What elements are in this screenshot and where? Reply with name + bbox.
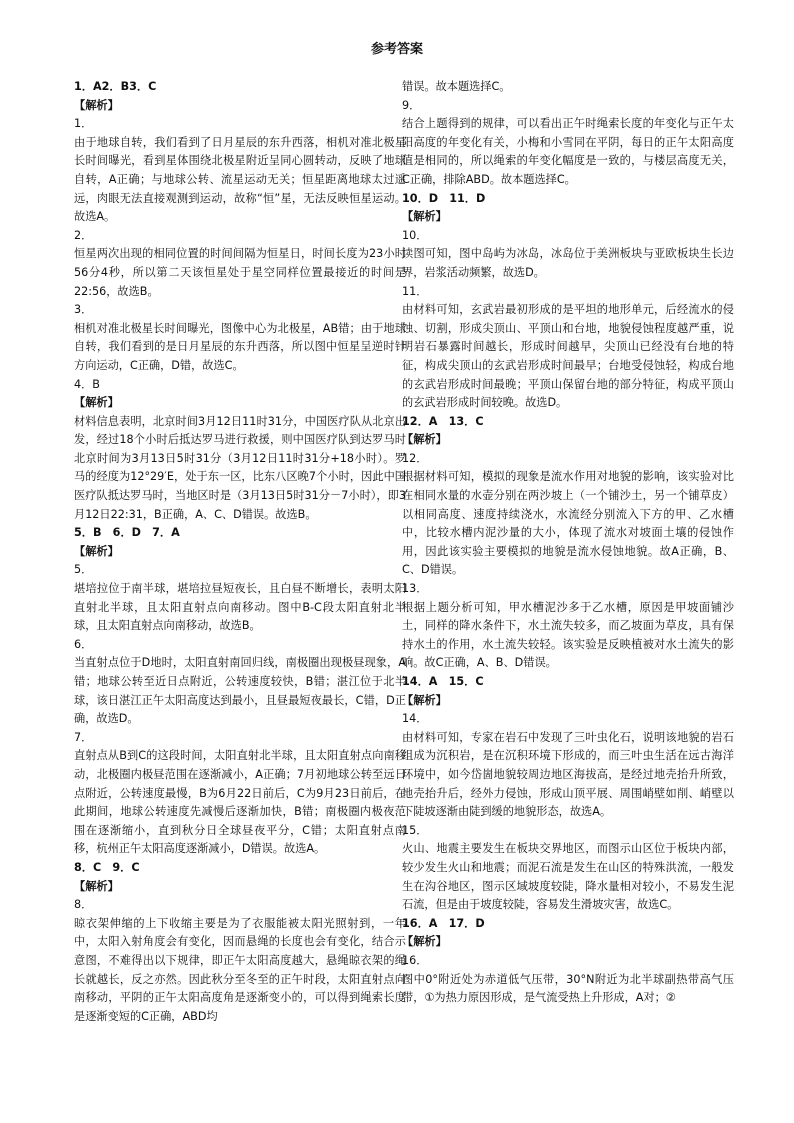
explanation-paragraph: 火山、地震主要发生在板块交界地区，而图示山区位于板块内部，较少发生火山和地震；而泥石流是发生在山区的特殊洪流，一般发生在沟谷地区，图示区域坡度较陡，降水量相对较小，不易发生泥石流，但是由于坡度较陡，容易发生滑坡灾害，故选C。	[402, 842, 734, 912]
explanation-paragraph: 晾衣架伸缩的上下收缩主要是为了衣服能被太阳光照射到，一年中，太阳入射角度会有变化，因而悬绳的长度也会有变化，结合示意图，不难得出以下规律，即正午太阳高度越大，悬绳晾衣架的绳长就越长，反之亦然。因此秋分至冬至的正午时段，太阳直射点向南移动，平阴的正午太阳高度角是逐渐变小的，可以得到绳索长度是逐渐变短的C正确，ABD均	[74, 916, 406, 1023]
explanation-paragraph: 14．	[402, 712, 428, 726]
explanation-paragraph: 3．	[74, 303, 93, 317]
explanation-paragraph: 8．	[74, 898, 93, 912]
answer-key-line: 5．B 6．D 7．A	[74, 526, 180, 540]
explanation-paragraph: 10．	[402, 228, 428, 242]
explanation-paragraph: 结合上题得到的规律，可以看出正午时绳索长度的年变化与正午太阳高度的年变化有关，小梅和小雪同在平阴，每日的正午太阳高度值是相同的，所以绳索的年变化幅度是一致的，与楼层高度无关，C正确，排除ABD。故本题选择C。	[402, 117, 734, 186]
analysis-heading: 【解析】	[402, 693, 447, 707]
analysis-heading: 【解析】	[74, 544, 119, 558]
explanation-paragraph: 2．	[74, 228, 93, 242]
analysis-heading: 【解析】	[402, 935, 447, 949]
analysis-heading: 【解析】	[402, 210, 447, 224]
explanation-paragraph: 根据材料可知，模拟的现象是流水作用对地貌的影响，该实验对比在相同水量的水壶分别在两沙坡上（一个铺沙土，另一个铺草皮）以相同高度、速度持续浇水，水流经分别流入下方的甲、乙水槽中，比较水槽内泥沙量的大小，体现了流水对坡面土壤的侵蚀作用，因此该实验主要模拟的地貌是流水侵蚀地貌。故A正确，B、C、D错误。	[402, 470, 734, 577]
analysis-heading: 【解析】	[402, 433, 447, 447]
explanation-paragraph: 9．	[402, 98, 421, 112]
answer-key-line: 1．A2．B3．C	[74, 80, 157, 93]
answer-key-line: 14．A 15．C	[402, 675, 484, 688]
explanation-paragraph: 错误。故本题选择C。	[402, 80, 511, 93]
explanation-paragraph: 15．	[402, 823, 428, 837]
explanation-paragraph: 6．	[74, 637, 93, 651]
explanation-paragraph: 图中0°附近处为赤道低气压带，30°N附近为北半球副热带高气压带，①为热力原因形成，是气流受热上升形成，A对；②	[402, 972, 734, 1005]
explanation-paragraph: 恒星两次出现的相同位置的时间间隔为恒星日，时间长度为23小时56分4秒，所以第二天该恒星处于星空同样位置最接近的时间是22:56，故选B。	[74, 247, 406, 298]
explanation-paragraph: 5．	[74, 563, 93, 577]
explanation-paragraph: 16．	[402, 953, 428, 967]
explanation-paragraph: 1．	[74, 117, 93, 131]
analysis-heading: 【解析】	[74, 879, 119, 893]
explanation-paragraph: 4．B	[74, 377, 100, 391]
explanation-paragraph: 直射点从B到C的这段时间，太阳直射北半球，且太阳直射点向南移动，北极圈内极昼范围在逐渐减小，A正确；7月初地球公转至远日点附近，公转速度最慢，B为6月22日前后，C为9月23日前后，在此期间，地球公转速度先减慢后逐渐加快，B错；南极圈内极夜范围在逐渐缩小，直到秋分日全球昼夜平分，C错；太阳直射点南移，杭州正午太阳高度逐渐减小，D错误。故选A。	[74, 749, 406, 856]
answer-key-line: 16．A 17．D	[402, 916, 485, 930]
explanation-paragraph: 当直射点位于D地时，太阳直射南回归线，南极圈出现极昼现象，A错；地球公转至近日点附近，公转速度较快，B错；湛江位于北半球，该日湛江正午太阳高度达到最小，且昼最短夜最长，C错，D正确，故选D。	[74, 656, 406, 726]
analysis-heading: 【解析】	[74, 396, 119, 410]
answer-key-line: 10．D 11．D	[402, 191, 486, 205]
answer-key-line: 8．C 9．C	[74, 860, 140, 874]
explanation-paragraph: 堪培拉位于南半球，堪培拉昼短夜长，且白昼不断增长，表明太阳直射北半球，且太阳直射点向南移动。图中B-C段太阳直射北半球，且太阳直射点向南移动，故选B。	[74, 582, 406, 633]
explanation-paragraph: 根据上题分析可知，甲水槽泥沙多于乙水槽，原因是甲坡面铺沙土，同样的降水条件下，水土流失较多，而乙坡面为草皮，具有保持水土的作用，水土流失较轻。该实验是反映植被对水土流失的影响。故C正确，A、B、D错误。	[402, 600, 734, 670]
explanation-paragraph: 由材料可知，玄武岩最初形成的是平坦的地形单元，后经流水的侵蚀、切割，形成尖顶山、平顶山和台地，地貌侵蚀程度越严重，说明岩石暴露时间越长，形成时间越早，尖顶山已经没有台地的特征，构成尖顶山的玄武岩形成时间最早；台地受侵蚀轻，构成台地的玄武岩形成时间最晚；平顶山保留台地的部分特征，构成平顶山的玄武岩形成时间较晚。故选D。	[402, 303, 734, 410]
answer-key-line: 12．A 13．C	[402, 414, 484, 428]
explanation-paragraph: 13．	[402, 582, 428, 596]
left-column	[74, 78, 406, 1026]
page-title: 参考答案	[370, 42, 423, 57]
explanation-paragraph: 12．	[402, 451, 428, 465]
explanation-paragraph: 7．	[74, 730, 93, 744]
explanation-paragraph: 相机对准北极星长时间曝光，图像中心为北极星，AB错；由于地球自转，我们看到的是日月星辰的东升西落，所以图中恒星呈逆时针方向运动，C正确，D错，故选C。	[74, 321, 406, 372]
explanation-paragraph: 由材料可知，专家在岩石中发现了三叶虫化石，说明该地貌的岩石组成为沉积岩，是在沉积环境下形成的，而三叶虫生活在远古海洋环境中，如今岱崮地貌较周边地区海拔高，是经过地壳抬升所致，地壳抬升后，经外力侵蚀，形成山顶平展、周围峭壁如削、峭壁以下陡坡逐渐由陡到缓的地貌形态，故选A。	[402, 730, 734, 819]
explanation-paragraph: 材料信息表明，北京时间3月12日11时31分，中国医疗队从北京出发，经过18个小时后抵达罗马进行救援，则中国医疗队到达罗马时北京时间为3月13日5时31分（3月12日11时31分+18小时）。罗马的经度为12°29′E，处于东一区，比东八区晚7个小时，因此中国医疗队抵达罗马时，当地区时是（3月13日5时31分－7小时），即3月12日22:31，B正确，A、C、D错误。故选B。	[74, 414, 406, 521]
explanation-paragraph: 11．	[402, 284, 428, 298]
explanation-paragraph: 由于地球自转，我们看到了日月星辰的东升西落，相机对准北极星长时间曝光，看到星体围绕北极星附近呈同心圆转动，反映了地球自转，A正确；与地球公转、流星运动无关；恒星距离地球太过遥远，肉眼无法直接观测到运动，故称“恒”星，无法反映恒星运动。故选A。	[74, 135, 406, 224]
explanation-paragraph: 读图可知，图中岛屿为冰岛，冰岛位于美洲板块与亚欧板块生长边界，岩浆活动频繁，故选D。	[402, 247, 734, 279]
right-column	[402, 78, 734, 1008]
analysis-heading: 【解析】	[74, 98, 119, 112]
